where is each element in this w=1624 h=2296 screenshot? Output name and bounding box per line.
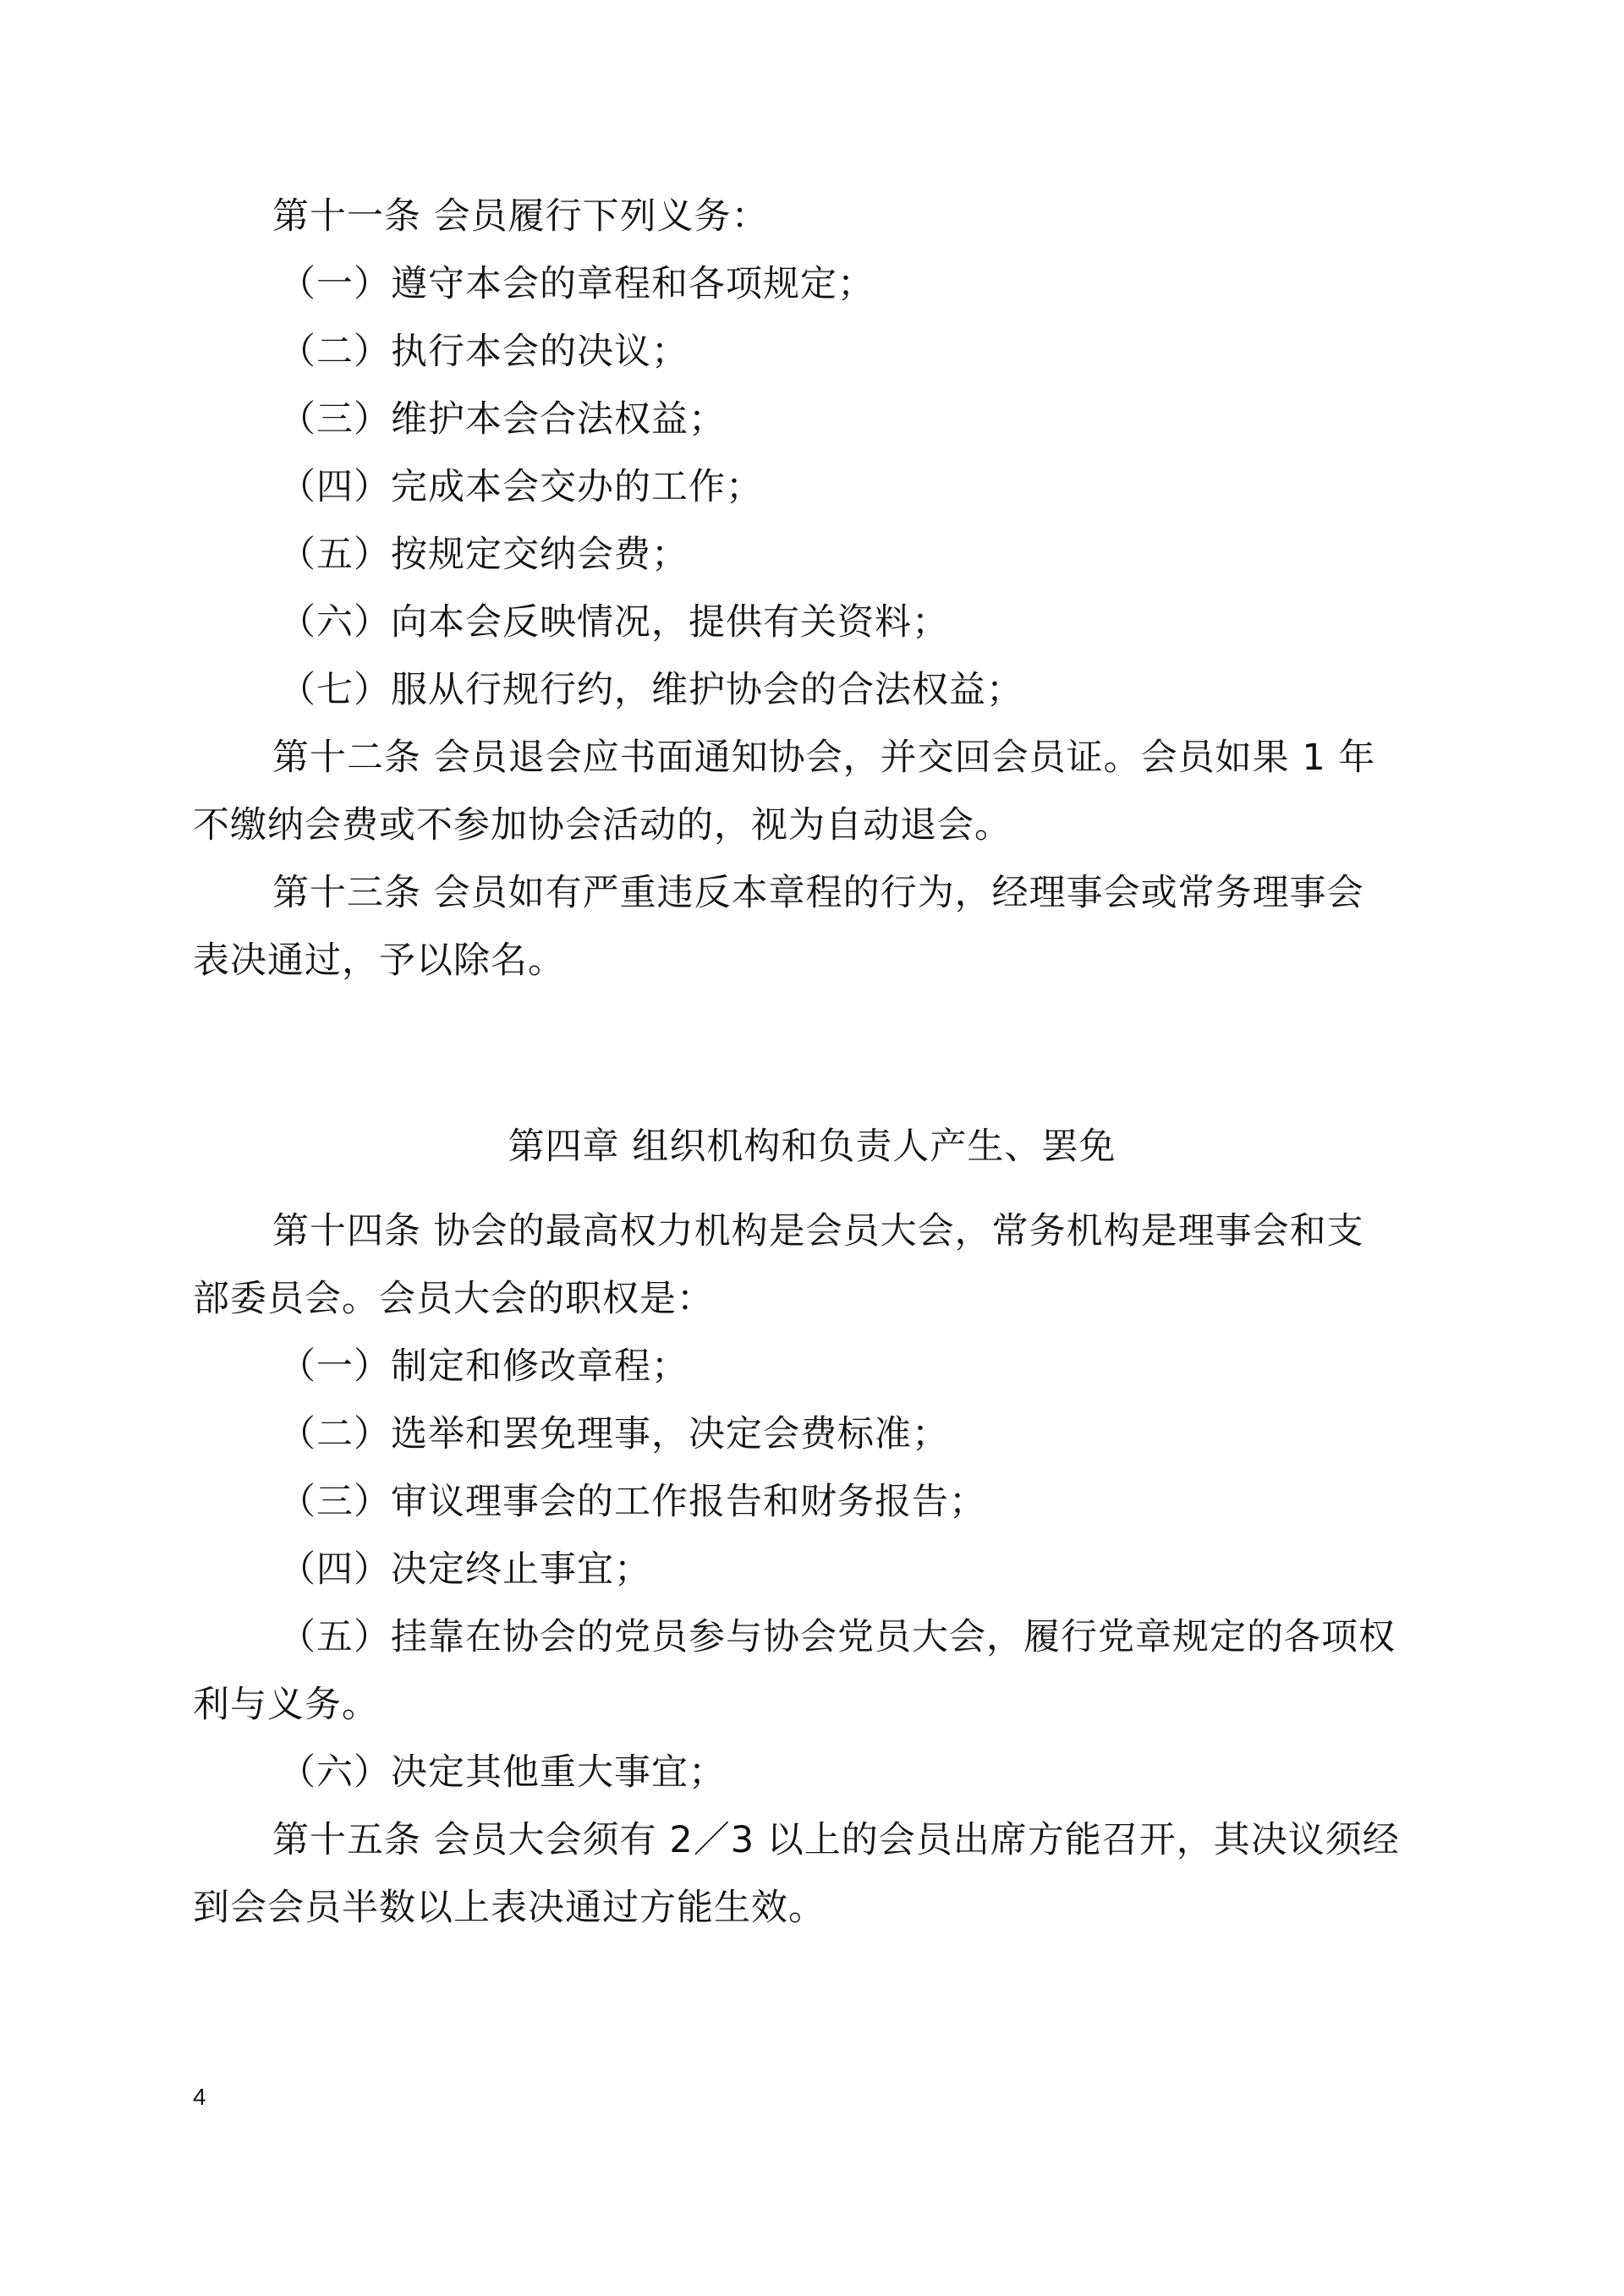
article-13-line-2: 表决通过，予以除名。 xyxy=(193,940,565,982)
article-11-item-6: （六）向本会反映情况，提供有关资料； xyxy=(279,601,949,644)
article-11-heading: 第十一条 会员履行下列义务： xyxy=(272,195,769,238)
article-11-item-7: （七）服从行规行约，维护协会的合法权益； xyxy=(279,669,1023,711)
article-14-item-6: （六）决定其他重大事宜； xyxy=(279,1751,726,1794)
article-14-line-2: 部委员会。会员大会的职权是： xyxy=(193,1278,714,1320)
article-11-item-4: （四）完成本会交办的工作； xyxy=(279,466,763,508)
article-12-line-2: 不缴纳会费或不参加协会活动的，视为自动退会。 xyxy=(193,804,1012,847)
article-14-line-1: 第十四条 协会的最高权力机构是会员大会，常务机构是理事会和支 xyxy=(272,1210,1364,1252)
article-13-line-1: 第十三条 会员如有严重违反本章程的行为，经理事会或常务理事会 xyxy=(272,872,1364,914)
article-15-line-1: 第十五条 会员大会须有 2／3 以上的会员出席方能召开，其决议须经 xyxy=(272,1819,1400,1861)
chapter-title: 第四章 组织机构和负责人产生、罢免 xyxy=(508,1126,1116,1168)
article-14-item-5: （五）挂靠在协会的党员参与协会党员大会，履行党章规定的各项权 xyxy=(279,1616,1396,1658)
article-14-item-3: （三）审议理事会的工作报告和财务报告； xyxy=(279,1481,986,1523)
article-14-item-5-cont: 利与义务。 xyxy=(193,1684,379,1726)
page-number: 4 xyxy=(193,2084,206,2110)
article-15-line-2: 到会会员半数以上表决通过方能生效。 xyxy=(193,1887,826,1929)
article-11-item-5: （五）按规定交纳会费； xyxy=(279,534,689,576)
article-11-item-2: （二）执行本会的决议； xyxy=(279,331,689,373)
article-12-line-1: 第十二条 会员退会应书面通知协会，并交回会员证。会员如果 1 年 xyxy=(272,737,1376,779)
article-14-item-2: （二）选举和罢免理事，决定会费标准； xyxy=(279,1413,949,1455)
article-14-item-4: （四）决定终止事宜； xyxy=(279,1548,651,1591)
article-11-item-1: （一）遵守本会的章程和各项规定； xyxy=(279,263,875,305)
article-11-item-3: （三）维护本会合法权益； xyxy=(279,398,726,441)
article-14-item-1: （一）制定和修改章程； xyxy=(279,1345,689,1388)
